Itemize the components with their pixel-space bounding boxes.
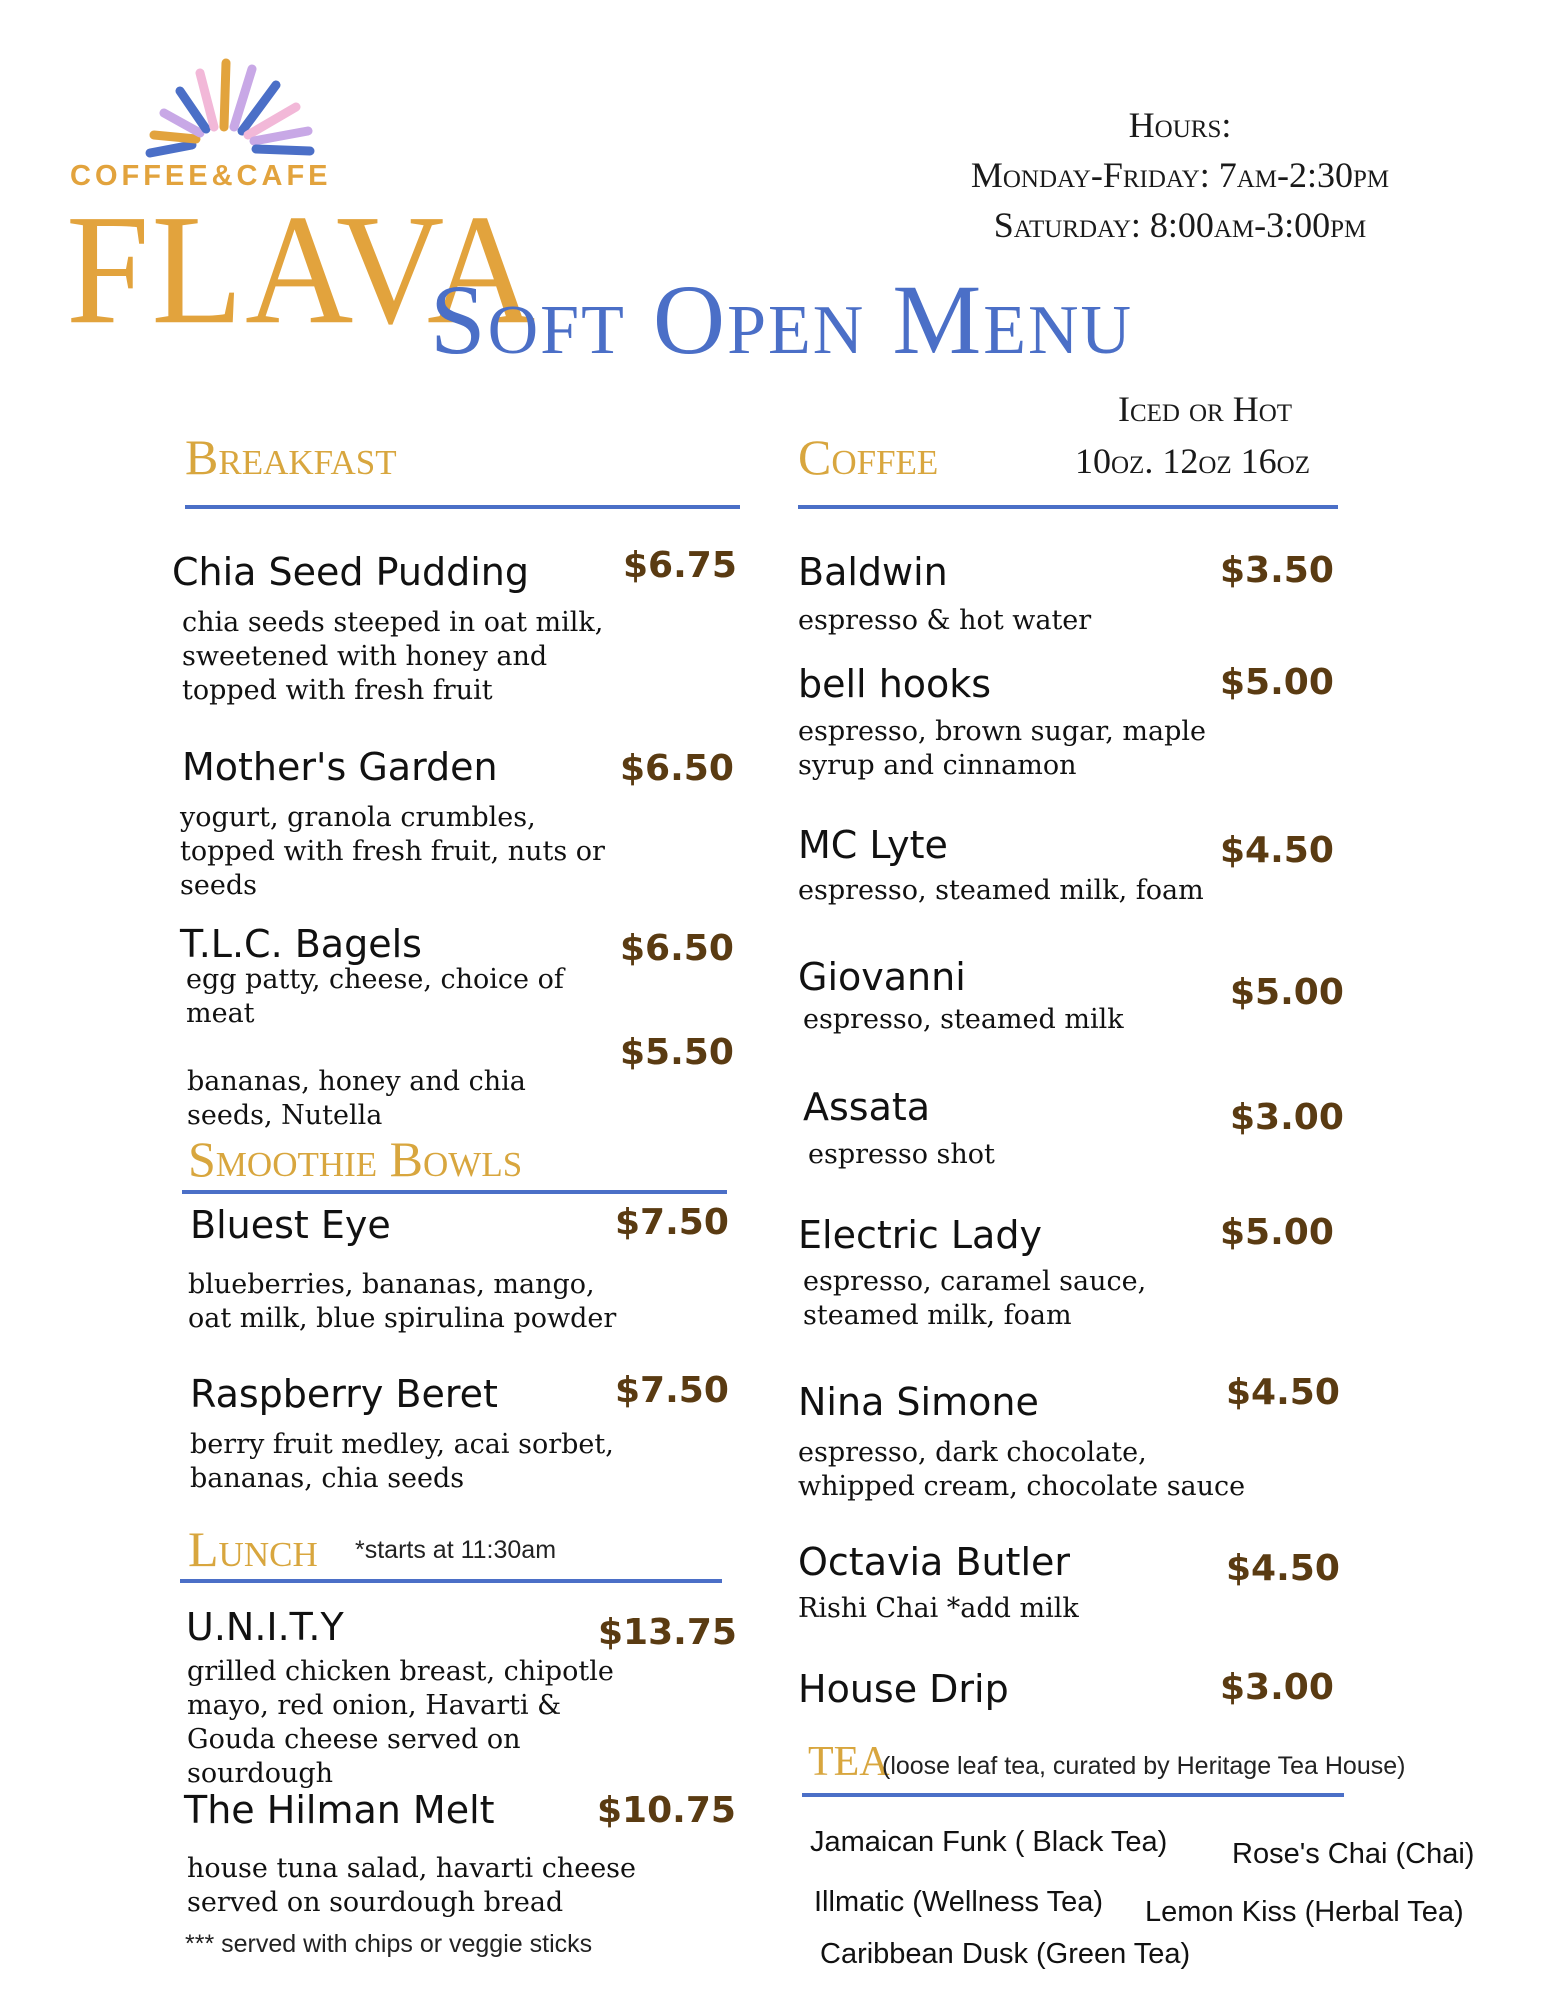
menu-item-desc [187, 1065, 526, 1133]
menu-item-name: Octavia Butler [798, 1540, 1071, 1584]
desc-line: egg patty, cheese, choice of [186, 964, 564, 995]
coffee-divider [798, 505, 1338, 509]
menu-item-desc: espresso & hot water [798, 605, 1092, 636]
menu-item-price: $5.00 [1220, 662, 1334, 703]
sunburst-icon [130, 55, 330, 160]
desc-line: topped with fresh fruit, nuts or [180, 836, 605, 867]
desc-line: yogurt, granola crumbles, [180, 802, 536, 833]
desc-line: Gouda cheese served on [187, 1724, 521, 1755]
lunch-footnote: *** served with chips or veggie sticks [185, 1930, 593, 1958]
menu-item-desc: espresso shot [808, 1139, 995, 1170]
menu-item-desc [188, 1268, 616, 1336]
menu-item-price: $5.00 [1220, 1212, 1334, 1253]
menu-item-price: $3.00 [1230, 1097, 1344, 1138]
desc-line: seeds [180, 870, 257, 901]
desc-line: meat [186, 998, 255, 1029]
desc-line: oat milk, blue spirulina powder [188, 1303, 617, 1334]
menu-item-name: Nina Simone [798, 1380, 1039, 1424]
menu-item-name: Baldwin [798, 550, 948, 594]
menu-item-name: T.L.C. Bagels [180, 922, 422, 966]
smoothie-divider [182, 1190, 727, 1194]
menu-item-name: U.N.I.T.Y [186, 1605, 344, 1649]
breakfast-divider [185, 505, 740, 509]
tea-divider [802, 1793, 1344, 1797]
menu-item-price: $3.00 [1220, 1667, 1334, 1708]
coffee-heading: Coffee [798, 429, 939, 485]
desc-line: whipped cream, chocolate sauce [798, 1471, 1246, 1502]
menu-item-price: $6.50 [620, 928, 734, 969]
hours-saturday: Saturday: 8:00am-3:00pm [993, 205, 1367, 245]
menu-item-name: Giovanni [798, 955, 966, 999]
desc-line: chia seeds steeped in oat milk, [182, 607, 604, 638]
menu-item-name: MC Lyte [798, 823, 948, 867]
desc-line: steamed milk, foam [803, 1300, 1072, 1331]
coffee-size-label: Iced or Hot [1118, 389, 1293, 429]
desc-line: espresso, dark chocolate, [798, 1437, 1147, 1468]
desc-line: bananas, chia seeds [190, 1463, 465, 1494]
lunch-note: *starts at 11:30am [355, 1536, 557, 1564]
menu-item-name: Mother's Garden [182, 745, 498, 789]
page-title: Soft Open Menu [430, 264, 1134, 375]
menu-item-name: Raspberry Beret [190, 1372, 498, 1416]
desc-line: mayo, red onion, Havarti & [187, 1690, 562, 1721]
menu-item-desc [187, 1655, 614, 1791]
menu-item-price: $5.50 [620, 1032, 734, 1073]
desc-line: espresso, caramel sauce, [803, 1266, 1147, 1297]
menu-item-name: House Drip [798, 1667, 1009, 1711]
desc-line: espresso, brown sugar, maple [798, 716, 1206, 747]
menu-item-price: $4.50 [1226, 1372, 1340, 1413]
menu-item-name: Chia Seed Pudding [172, 550, 529, 594]
tea-item: Rose's Chai (Chai) [1232, 1838, 1475, 1870]
menu-item-price: $4.50 [1220, 830, 1334, 871]
menu-item-desc [803, 1265, 1146, 1333]
desc-line: grilled chicken breast, chipotle [187, 1656, 614, 1687]
menu-item-desc: espresso, steamed milk, foam [798, 875, 1204, 906]
menu-item-name: The Hilman Melt [184, 1788, 495, 1832]
breakfast-heading: Breakfast [185, 429, 397, 485]
brand-tagline: COFFEE&CAFE [70, 160, 332, 192]
lunch-heading: Lunch [188, 1521, 318, 1577]
menu-item-desc: Rishi Chai *add milk [798, 1593, 1079, 1624]
menu-item-price: $3.50 [1220, 550, 1334, 591]
tea-item: Caribbean Dusk (Green Tea) [820, 1938, 1191, 1970]
menu-item-desc [190, 1428, 614, 1496]
menu-item-price: $6.75 [623, 545, 737, 586]
menu-item-desc [798, 1436, 1245, 1504]
hours-block [920, 100, 1440, 250]
desc-line: house tuna salad, havarti cheese [187, 1853, 637, 1884]
menu-item-price: $5.00 [1230, 972, 1344, 1013]
menu-item-desc [186, 963, 564, 1031]
tea-item: Lemon Kiss (Herbal Tea) [1145, 1896, 1464, 1928]
coffee-sizes: 10oz. 12oz 16oz [1075, 441, 1310, 481]
menu-item-desc: espresso, steamed milk [803, 1004, 1124, 1035]
desc-line: sweetened with honey and [182, 641, 548, 672]
menu-item-name: Assata [803, 1085, 931, 1129]
menu-item-name: bell hooks [798, 662, 992, 706]
desc-line: sourdough [187, 1758, 334, 1789]
menu-item-price: $10.75 [597, 1790, 736, 1831]
desc-line: bananas, honey and chia [187, 1066, 526, 1097]
menu-item-price: $6.50 [620, 748, 734, 789]
brand-name: FLAVA [66, 182, 538, 357]
desc-line: seeds, Nutella [187, 1100, 383, 1131]
tea-item: Jamaican Funk ( Black Tea) [810, 1826, 1168, 1858]
tea-item: Illmatic (Wellness Tea) [814, 1886, 1104, 1918]
menu-item-price: $13.75 [598, 1612, 737, 1653]
menu-item-name: Electric Lady [798, 1213, 1042, 1257]
lunch-divider [180, 1579, 722, 1583]
desc-line: served on sourdough bread [187, 1887, 564, 1918]
desc-line: syrup and cinnamon [798, 750, 1077, 781]
menu-item-price: $4.50 [1226, 1548, 1340, 1589]
menu-item-desc [180, 801, 605, 903]
tea-heading: TEA [808, 1739, 890, 1785]
desc-line: berry fruit medley, acai sorbet, [190, 1429, 614, 1460]
menu-item-desc [798, 715, 1206, 783]
menu-item-name: Bluest Eye [190, 1203, 391, 1247]
menu-item-price: $7.50 [615, 1202, 729, 1243]
logo [60, 55, 538, 357]
menu-item-desc [182, 606, 603, 708]
smoothie-heading: Smoothie Bowls [188, 1131, 523, 1187]
desc-line: topped with fresh fruit [182, 675, 493, 706]
menu-item-desc [187, 1852, 636, 1920]
menu-item-price: $7.50 [615, 1370, 729, 1411]
hours-weekday: Monday-Friday: 7am-2:30pm [970, 155, 1390, 195]
hours-label: Hours: [1128, 105, 1232, 145]
tea-note: (loose leaf tea, curated by Heritage Tea House) [882, 1752, 1406, 1780]
desc-line: blueberries, bananas, mango, [188, 1269, 595, 1300]
